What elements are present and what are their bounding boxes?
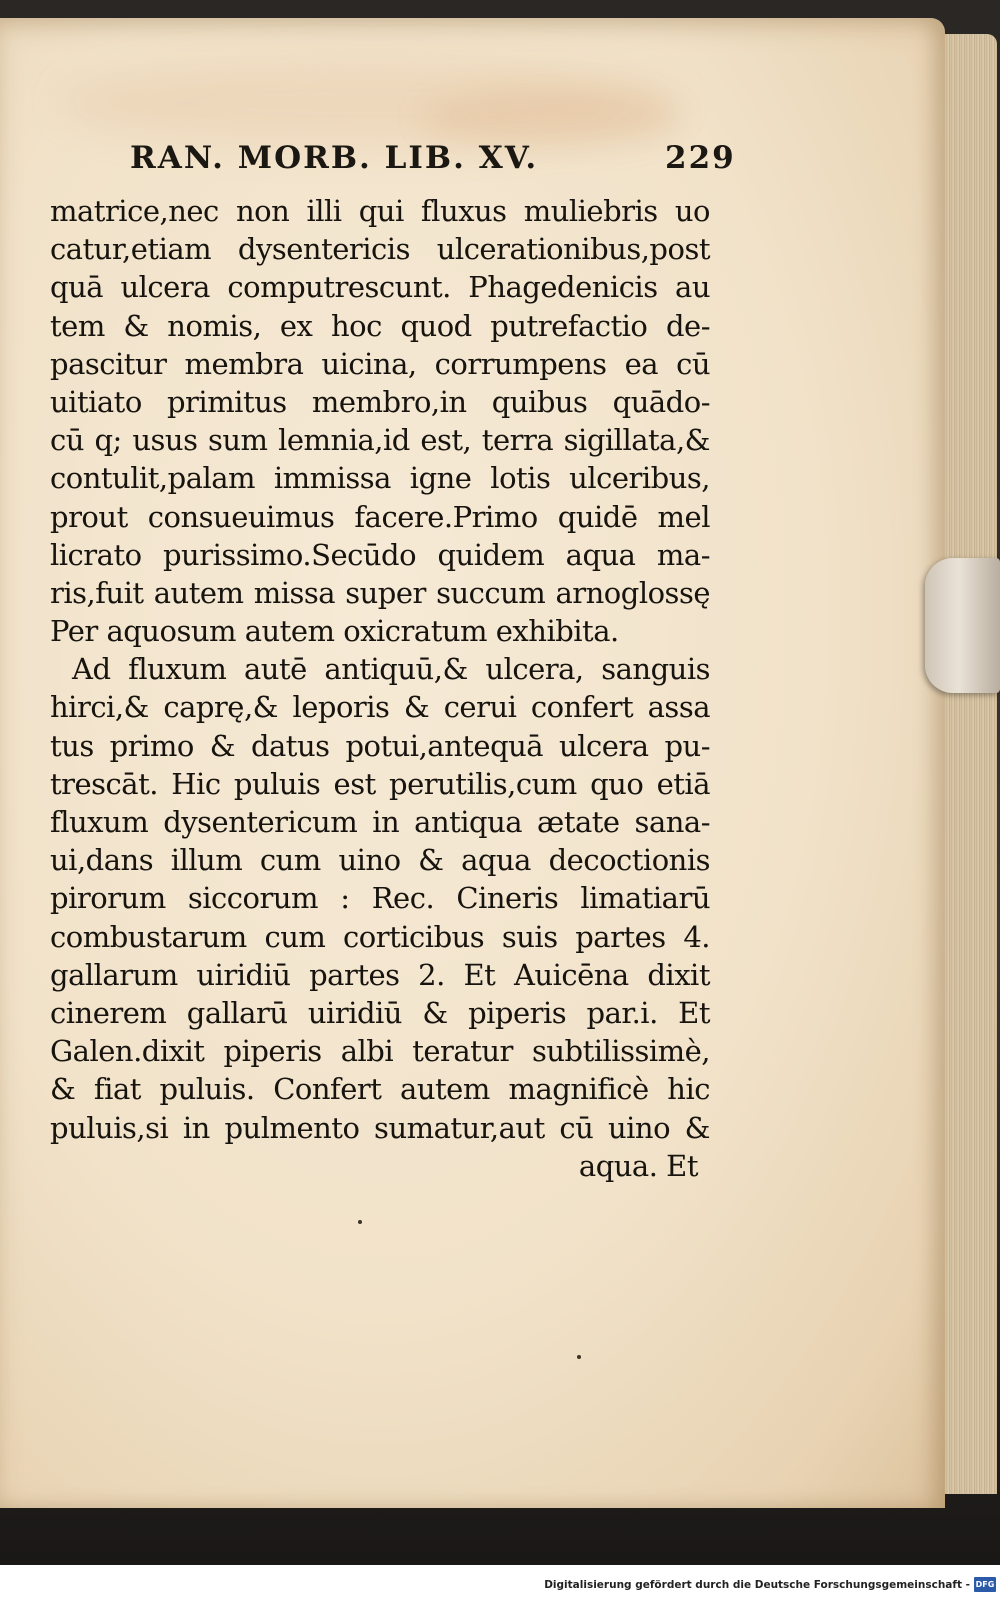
text-line: pascitur membra uicina, corrumpens ea cū <box>50 346 710 381</box>
text-line: Galen.dixit piperis albi teratur subtilissimè, <box>50 1034 710 1069</box>
page-clip-tab <box>925 558 1000 693</box>
ink-speck <box>577 1355 581 1359</box>
text-line: pirorum siccorum : Rec. Cineris limatiarū <box>50 881 710 916</box>
text-line: fluxum dysentericum in antiqua ætate sana- <box>50 805 710 839</box>
funding-credit: Digitalisierung gefördert durch die Deutsche Forschungsgemeinschaft - <box>544 1579 970 1591</box>
text-line: contulit,palam immissa igne lotis ulceribus, <box>50 461 710 496</box>
ink-speck <box>358 1220 362 1224</box>
text-line: hirci,& caprę,& leporis & cerui confert assa <box>50 690 710 725</box>
text-line: combustarum cum corticibus suis partes 4. <box>50 919 710 954</box>
text-line: & fiat puluis. Confert autem magnificè hic <box>50 1072 710 1107</box>
running-head-title: RAN. MORB. LIB. XV. <box>130 140 539 176</box>
text-line: matrice,nec non illi qui fluxus muliebris uo <box>50 194 710 228</box>
page-number: 229 <box>665 140 736 176</box>
text-line: licrato purissimo.Secūdo quidem aqua ma- <box>50 537 710 572</box>
text-line: quā ulcera computrescunt. Phagedenicis au <box>50 270 710 305</box>
text-line: Per aquosum autem oxicratum exhibita. <box>50 614 619 649</box>
text-line: uitiato primitus membro,in quibus quādo- <box>50 384 710 419</box>
page-stain <box>420 88 680 148</box>
page-stain <box>60 58 680 148</box>
text-line: puluis,si in pulmento sumatur,aut cū uino & <box>50 1110 710 1145</box>
text-line: cū q; usus sum lemnia,id est, terra sigillata,& <box>50 423 710 458</box>
text-line: trescāt. Hic puluis est perutilis,cum quo etiā <box>50 766 710 801</box>
text-line: Ad fluxum autē antiquū,& ulcera, sanguis <box>72 652 710 687</box>
text-line: prout consueuimus facere.Primo quidē mel <box>50 499 710 534</box>
running-head <box>130 140 736 184</box>
text-line: tem & nomis, ex hoc quod putrefactio de- <box>50 308 710 343</box>
text-line: tus primo & datus potui,antequā ulcera pu- <box>50 728 710 763</box>
catchword: aqua. Et <box>578 1148 698 1183</box>
text-line: ui,dans illum cum uino & aqua decoctionis <box>50 843 710 878</box>
body-text <box>50 192 710 1185</box>
text-line: cinerem gallarū uiridiū & piperis par.i. Et <box>50 995 710 1030</box>
text-line: ris,fuit autem missa super succum arnoglossę <box>50 575 710 610</box>
text-line: gallarum uiridiū partes 2. Et Auicēna dixit <box>50 957 710 992</box>
text-line: catur,etiam dysentericis ulcerationibus,post <box>50 232 710 267</box>
dfg-logo: DFG <box>974 1577 996 1592</box>
